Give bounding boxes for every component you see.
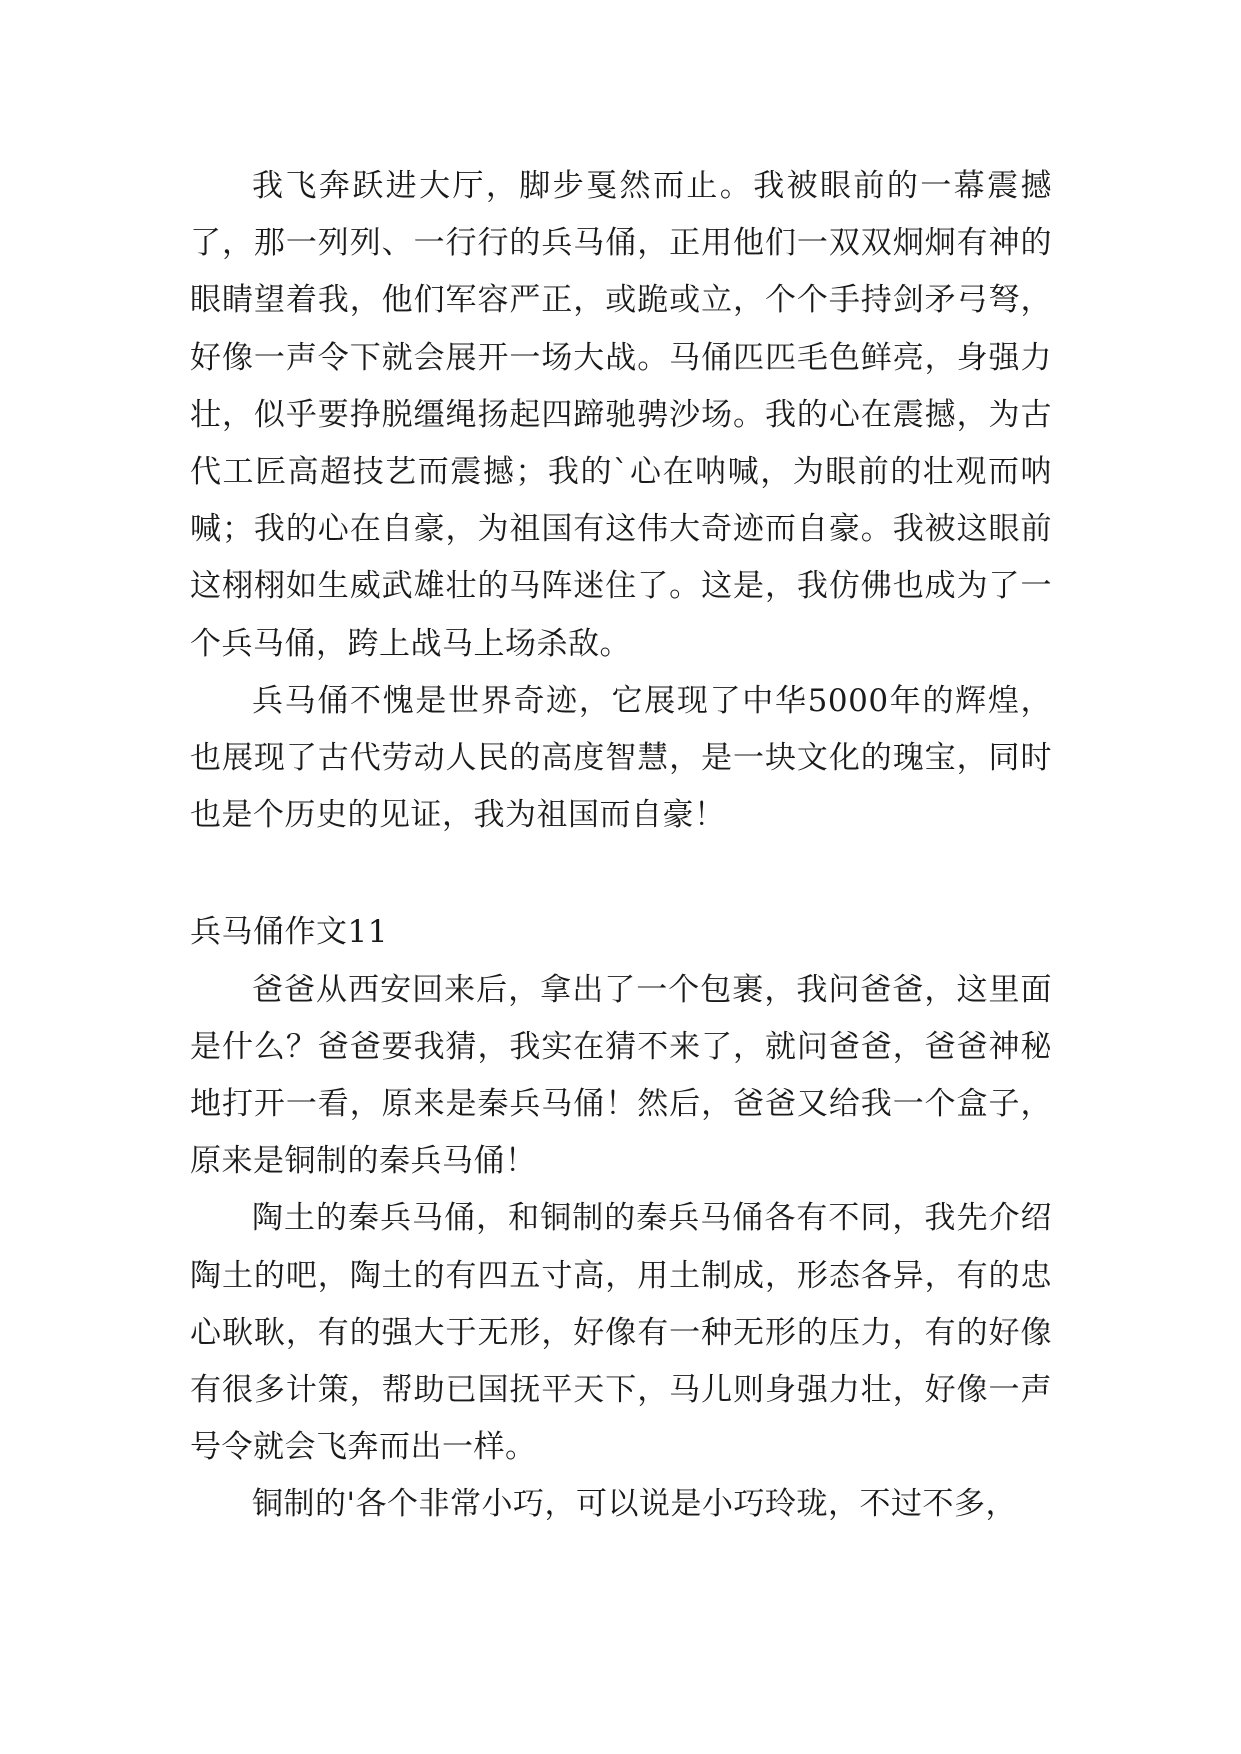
section-heading: 兵马俑作文11 <box>190 914 388 951</box>
paragraph: 兵马俑不愧是世界奇迹，它展现了中华5000年的辉煌，也展现了古代劳动人民的高度智慧，是一块文化的瑰宝，同时也是个历史的见证，我为祖国而自豪！ <box>190 682 1052 834</box>
paragraph: 铜制的'各个非常小巧，可以说是小巧玲珑，不过不多， <box>252 1486 1018 1523</box>
section-gap <box>190 844 1052 904</box>
paragraph: 爸爸从西安回来后，拿出了一个包裹，我问爸爸，这里面是什么？爸爸要我猜，我实在猜不来了，就问爸爸，爸爸神秘地打开一看，原来是秦兵马俑！然后，爸爸又给我一个盒子，原来是铜制的秦兵马俑！ <box>190 971 1052 1180</box>
document-page <box>190 158 1052 1534</box>
paragraph: 陶土的秦兵马俑，和铜制的秦兵马俑各有不同，我先介绍陶土的吧，陶土的有四五寸高，用土制成，形态各异，有的忠心耿耿，有的强大于无形，好像有一种无形的压力，有的好像有很多计策，帮助已国抚平天下，马儿则身强力壮，好像一声号令就会飞奔而出一样。 <box>190 1200 1052 1466</box>
paragraph: 我飞奔跃进大厅，脚步戛然而止。我被眼前的一幕震撼了，那一列列、一行行的兵马俑，正用他们一双双炯炯有神的眼睛望着我，他们军容严正，或跪或立，个个手持剑矛弓弩，好像一声令下就会展开一场大战。马俑匹匹毛色鲜亮，身强力壮，似乎要挣脱缰绳扬起四蹄驰骋沙场。我的心在震撼，为古代工匠高超技艺而震撼；我的`心在呐喊，为眼前的壮观而呐喊；我的心在自豪，为祖国有这伟大奇迹而自豪。我被这眼前这栩栩如生威武雄壮的马阵迷住了。这是，我仿佛也成为了一个兵马俑，跨上战马上场杀敌。 <box>190 168 1052 662</box>
